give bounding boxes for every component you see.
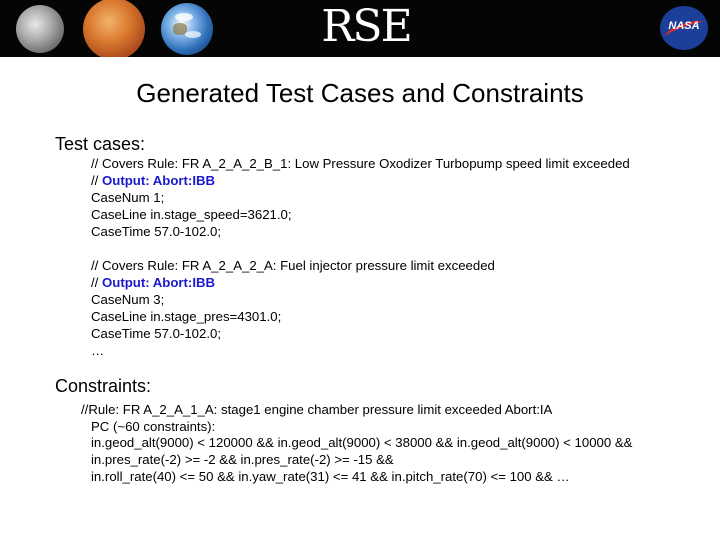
constraint-rule: //Rule: FR A_2_A_1_A: stage1 engine chamber pressure limit exceeded Abort:IA: [81, 402, 553, 417]
rse-logo-text: RSE: [321, 1, 411, 52]
mercury-planet-image: [16, 5, 64, 53]
constraint-line-2: in.pres_rate(-2) >= -2 && in.pres_rate(-2) >= -15 &&: [91, 452, 394, 467]
case1-casetime: CaseTime 57.0-102.0;: [91, 224, 221, 239]
case1-output: Output: Abort:IBB: [102, 173, 216, 188]
nasa-logo-text: NASA: [668, 20, 700, 32]
case1-casenum: CaseNum 1;: [91, 190, 165, 205]
constraints-heading: Constraints:: [55, 376, 152, 396]
case2-casenum: CaseNum 3;: [91, 292, 165, 307]
earth-planet-image: [161, 3, 213, 55]
case2-casetime: CaseTime 57.0-102.0;: [91, 326, 221, 341]
case1-output-line: [91, 173, 215, 188]
nasa-logo: [660, 6, 708, 50]
case2-output-prefix: //: [91, 275, 102, 290]
slide-title: Generated Test Cases and Constraints: [136, 78, 584, 108]
constraint-line-3: in.roll_rate(40) <= 50 && in.yaw_rate(31) <= 41 && in.pitch_rate(70) <= 100 && …: [91, 469, 570, 484]
case1-output-prefix: //: [91, 173, 102, 188]
case2-output: Output: Abort:IBB: [102, 275, 216, 290]
header-banner: [0, 0, 720, 57]
rse-logo: [316, 2, 416, 52]
case2-comment: // Covers Rule: FR A_2_A_2_A: Fuel injector pressure limit exceeded: [91, 258, 495, 273]
case2-caseline: CaseLine in.stage_pres=4301.0;: [91, 309, 282, 324]
case-ellipsis: …: [91, 343, 105, 358]
constraint-pc: PC (~60 constraints):: [91, 419, 216, 434]
test-cases-heading: Test cases:: [55, 134, 146, 154]
constraint-line-1: in.geod_alt(9000) < 120000 && in.geod_alt(9000) < 38000 && in.geod_alt(9000) < 10000 &&: [91, 435, 633, 450]
mars-planet-image: [83, 0, 145, 57]
case1-caseline: CaseLine in.stage_speed=3621.0;: [91, 207, 292, 222]
case1-comment: // Covers Rule: FR A_2_A_2_B_1: Low Pressure Oxodizer Turbopump speed limit exceeded: [91, 156, 630, 171]
case2-output-line: [91, 275, 215, 290]
